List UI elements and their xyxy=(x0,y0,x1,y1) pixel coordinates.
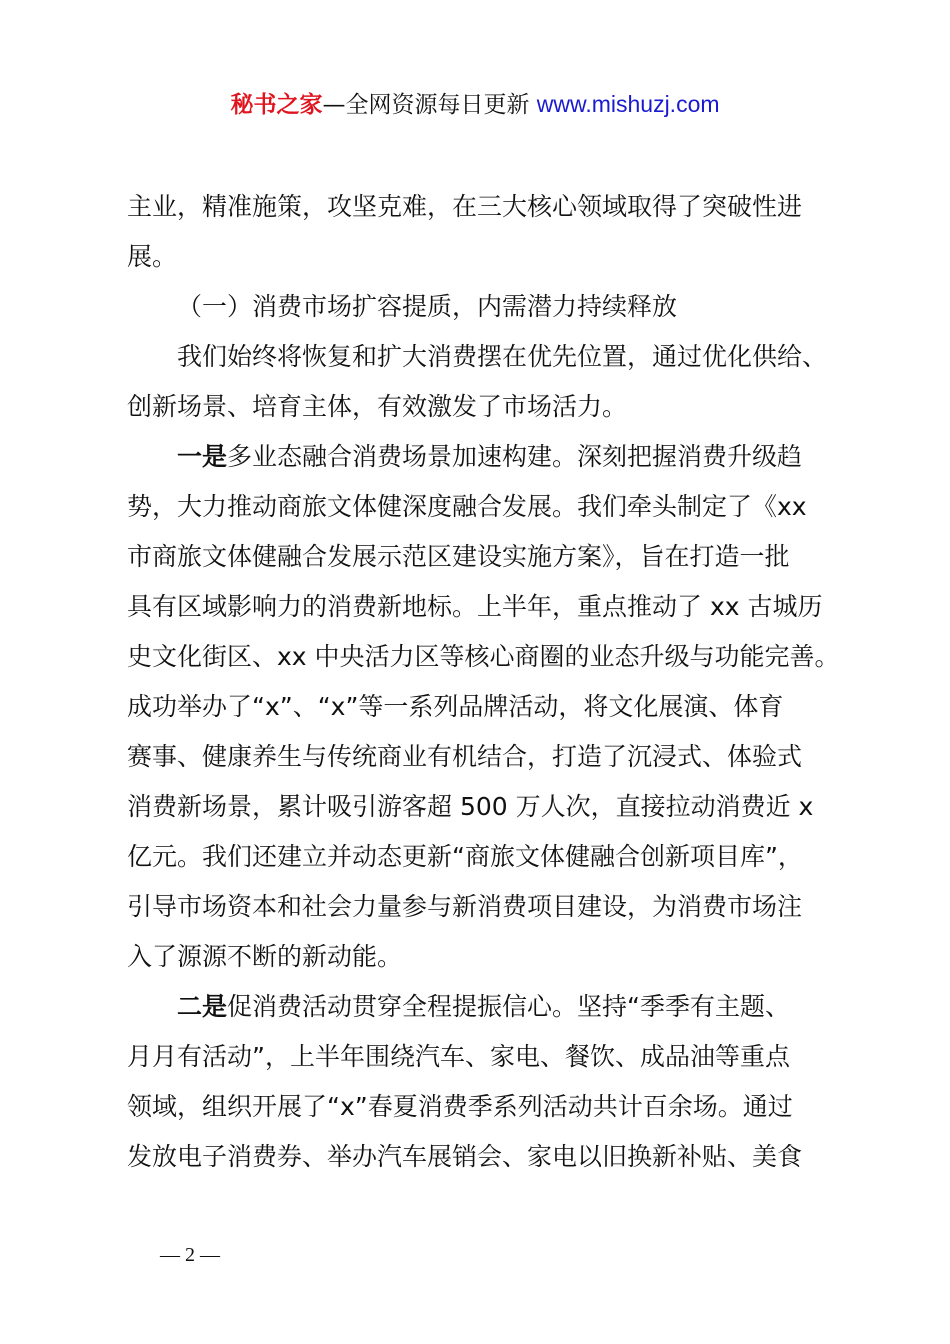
text-line: 发放电子消费券、举办汽车展销会、家电以旧换新补贴、美食 xyxy=(127,1142,803,1171)
text-line: 史文化街区、xx 中央活力区等核心商圈的业态升级与功能完善。 xyxy=(127,642,840,671)
header-tagline: —全网资源每日更新 xyxy=(322,92,537,118)
text-line: 展。 xyxy=(127,242,178,271)
paragraph-start xyxy=(127,982,839,1032)
text-line: 市商旅文体健融合发展示范区建设实施方案》，旨在打造一批 xyxy=(127,542,790,571)
brand-name: 秘书之家 xyxy=(230,92,323,118)
document-body xyxy=(127,182,839,1182)
text-line: 促消费活动贯穿全程提振信心。坚持“季季有主题、 xyxy=(227,992,790,1021)
text-line: 赛事、健康养生与传统商业有机结合，打造了沉浸式、体验式 xyxy=(127,742,803,771)
text-line: 多业态融合消费场景加速构建。深刻把握消费升级趋 xyxy=(227,442,803,471)
section-heading: （一）消费市场扩容提质，内需潜力持续释放 xyxy=(177,292,678,321)
text-line: 势，大力推动商旅文体健深度融合发展。我们牵头制定了《xx xyxy=(127,492,807,521)
text-line: 我们始终将恢复和扩大消费摆在优先位置，通过优化供给、 xyxy=(177,342,828,371)
text-line: 入了源源不断的新动能。 xyxy=(127,942,403,971)
text-line: 月月有活动”，上半年围绕汽车、家电、餐饮、成品油等重点 xyxy=(127,1042,790,1071)
text-line: 成功举办了“x”、“x”等一系列品牌活动，将文化展演、体育 xyxy=(127,692,784,721)
text-line: 领域，组织开展了“x”春夏消费季系列活动共计百余场。通过 xyxy=(127,1092,793,1121)
text-line: 引导市场资本和社会力量参与新消费项目建设，为消费市场注 xyxy=(127,892,803,921)
header-url: www.mishuzj.com xyxy=(536,91,720,117)
text-line: 亿元。我们还建立并动态更新“商旅文体健融合创新项目库”， xyxy=(127,842,803,871)
watermark-header xyxy=(0,88,950,121)
lead-label-first: 一是 xyxy=(177,442,228,471)
text-line: 主业，精准施策，攻坚克难，在三大核心领域取得了突破性进 xyxy=(127,192,803,221)
lead-label-second: 二是 xyxy=(177,992,228,1021)
text-line: 具有区域影响力的消费新地标。上半年，重点推动了 xx 古城历 xyxy=(127,592,823,621)
paragraph-start xyxy=(127,432,839,482)
text-line: 消费新场景，累计吸引游客超 500 万人次，直接拉动消费近 x xyxy=(127,792,814,821)
page-number: — 2 — xyxy=(160,1244,220,1266)
text-line: 创新场景、培育主体，有效激发了市场活力。 xyxy=(127,392,628,421)
